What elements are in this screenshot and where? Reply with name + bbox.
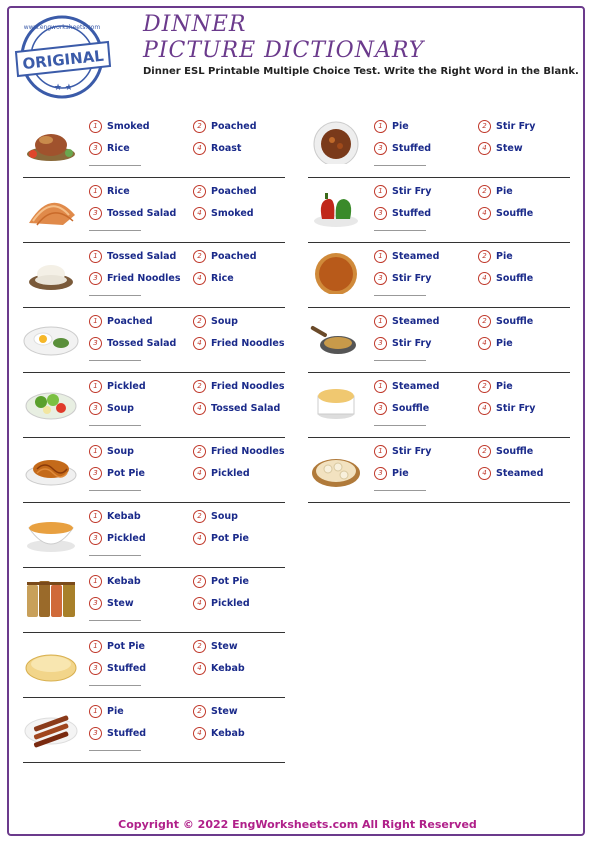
option-number: 4 xyxy=(478,467,491,480)
option-label: Pot Pie xyxy=(107,641,145,652)
answer-option xyxy=(89,510,141,523)
option-label: Fried Noodles xyxy=(211,338,285,349)
option-number: 2 xyxy=(193,315,206,328)
answer-option xyxy=(89,185,130,198)
option-label: Soup xyxy=(211,316,238,327)
answer-option xyxy=(89,597,134,610)
option-label: Smoked xyxy=(211,208,254,219)
option-label: Stew xyxy=(496,143,523,154)
svg-text:★ ★: ★ ★ xyxy=(54,83,73,93)
option-label: Pie xyxy=(496,186,513,197)
option-number: 2 xyxy=(478,250,491,263)
option-number: 1 xyxy=(89,705,102,718)
option-number: 2 xyxy=(193,575,206,588)
answer-option xyxy=(193,142,241,155)
option-label: Pie xyxy=(496,338,513,349)
option-number: 2 xyxy=(478,445,491,458)
pie-picture xyxy=(308,250,364,294)
option-label: Rice xyxy=(107,143,130,154)
option-number: 4 xyxy=(193,272,206,285)
option-number: 2 xyxy=(193,250,206,263)
answer-option xyxy=(193,510,238,523)
fried-noodles-picture xyxy=(23,445,79,489)
answer-option xyxy=(193,445,285,458)
option-number: 4 xyxy=(478,207,491,220)
option-label: Stew xyxy=(107,598,134,609)
option-number: 1 xyxy=(374,250,387,263)
answer-option xyxy=(193,272,234,285)
option-label: Stuffed xyxy=(107,728,147,739)
option-label: Soup xyxy=(107,403,134,414)
answer-blank[interactable] xyxy=(89,750,141,751)
option-label: Souffle xyxy=(496,316,534,327)
option-number: 3 xyxy=(89,402,102,415)
option-label: Rice xyxy=(107,186,130,197)
option-label: Soup xyxy=(107,446,134,457)
answer-option xyxy=(193,575,249,588)
option-label: Poached xyxy=(107,316,153,327)
question-item xyxy=(23,177,285,243)
option-number: 2 xyxy=(193,705,206,718)
option-label: Pie xyxy=(392,121,409,132)
option-label: Stuffed xyxy=(107,663,147,674)
question-item xyxy=(308,307,570,373)
answer-option xyxy=(478,380,513,393)
poached-egg-picture xyxy=(23,315,79,359)
answer-blank[interactable] xyxy=(89,490,141,491)
option-label: Souffle xyxy=(496,208,534,219)
option-label: Smoked xyxy=(107,121,150,132)
option-number: 1 xyxy=(89,510,102,523)
option-number: 1 xyxy=(89,120,102,133)
answer-option xyxy=(374,250,439,263)
option-label: Roast xyxy=(211,143,242,154)
answer-option xyxy=(193,467,250,480)
option-number: 4 xyxy=(193,402,206,415)
option-label: Pie xyxy=(496,251,513,262)
option-label: Souffle xyxy=(496,446,534,457)
option-number: 1 xyxy=(89,315,102,328)
title-line-1: DINNER xyxy=(143,12,247,37)
answer-option xyxy=(374,272,431,285)
option-label: Fried Noodles xyxy=(211,381,285,392)
answer-option xyxy=(89,380,146,393)
answer-blank[interactable] xyxy=(374,425,426,426)
option-number: 3 xyxy=(374,142,387,155)
copyright-footer: Copyright © 2022 EngWorksheets.com All Right Reserved xyxy=(118,818,477,831)
answer-option xyxy=(89,662,146,675)
answer-option xyxy=(193,380,285,393)
option-label: Soup xyxy=(211,511,238,522)
rice-bowl-picture xyxy=(23,250,79,294)
option-label: Fried Noodles xyxy=(211,446,285,457)
option-number: 1 xyxy=(89,640,102,653)
title-line-2: PICTURE DICTIONARY xyxy=(143,38,425,63)
question-item xyxy=(23,502,285,568)
answer-option xyxy=(374,337,431,350)
kebab-skewers-picture xyxy=(23,705,79,749)
answer-option xyxy=(374,120,409,133)
svg-text:www.engworksheets.com: www.engworksheets.com xyxy=(23,24,101,31)
answer-option xyxy=(478,337,513,350)
answer-option xyxy=(89,467,145,480)
answer-blank[interactable] xyxy=(89,620,141,621)
answer-option xyxy=(374,185,431,198)
answer-option xyxy=(193,120,257,133)
option-number: 2 xyxy=(478,380,491,393)
option-number: 2 xyxy=(478,185,491,198)
option-number: 4 xyxy=(193,532,206,545)
question-item xyxy=(23,632,285,698)
option-label: Tossed Salad xyxy=(107,338,177,349)
option-label: Pot Pie xyxy=(211,576,249,587)
answer-blank[interactable] xyxy=(89,295,141,296)
answer-option xyxy=(89,445,134,458)
answer-blank[interactable] xyxy=(374,490,426,491)
option-number: 1 xyxy=(374,445,387,458)
option-label: Pie xyxy=(392,468,409,479)
answer-option xyxy=(478,315,533,328)
option-number: 4 xyxy=(193,597,206,610)
question-item xyxy=(308,242,570,308)
answer-option xyxy=(193,727,245,740)
option-label: Stir Fry xyxy=(392,338,432,349)
answer-option xyxy=(89,532,146,545)
answer-option xyxy=(89,727,146,740)
question-item xyxy=(23,697,285,763)
option-label: Rice xyxy=(211,273,234,284)
option-number: 2 xyxy=(193,380,206,393)
option-label: Pot Pie xyxy=(211,533,249,544)
answer-option xyxy=(478,445,533,458)
option-number: 3 xyxy=(374,402,387,415)
question-item xyxy=(308,437,570,503)
answer-blank[interactable] xyxy=(89,165,141,166)
option-label: Fried Noodles xyxy=(107,273,181,284)
option-number: 2 xyxy=(478,315,491,328)
question-item xyxy=(23,112,285,178)
option-label: Tossed Salad xyxy=(107,208,177,219)
answer-option xyxy=(478,272,533,285)
answer-option xyxy=(89,640,145,653)
option-number: 3 xyxy=(89,597,102,610)
answer-option xyxy=(374,402,429,415)
option-label: Steamed xyxy=(496,468,544,479)
option-number: 1 xyxy=(89,250,102,263)
answer-option xyxy=(193,705,238,718)
option-number: 4 xyxy=(193,467,206,480)
option-number: 1 xyxy=(89,185,102,198)
answer-blank[interactable] xyxy=(89,230,141,231)
answer-blank[interactable] xyxy=(89,555,141,556)
answer-option xyxy=(374,315,439,328)
answer-option xyxy=(193,207,254,220)
answer-option xyxy=(374,467,409,480)
answer-option xyxy=(89,120,150,133)
option-number: 4 xyxy=(193,207,206,220)
option-label: Stew xyxy=(211,641,238,652)
answer-option xyxy=(478,185,513,198)
stew-bowl-picture xyxy=(308,120,364,164)
option-label: Poached xyxy=(211,121,257,132)
option-number: 1 xyxy=(374,315,387,328)
option-number: 1 xyxy=(89,445,102,458)
option-label: Tossed Salad xyxy=(107,251,177,262)
answer-option xyxy=(193,640,238,653)
option-number: 2 xyxy=(193,185,206,198)
option-number: 2 xyxy=(478,120,491,133)
question-item xyxy=(308,372,570,438)
option-label: Kebab xyxy=(211,728,245,739)
answer-option xyxy=(89,250,176,263)
answer-option xyxy=(89,575,141,588)
option-label: Steamed xyxy=(392,251,440,262)
option-number: 3 xyxy=(89,467,102,480)
option-label: Souffle xyxy=(392,403,430,414)
option-label: Stir Fry xyxy=(496,403,536,414)
option-label: Pot Pie xyxy=(107,468,145,479)
option-number: 3 xyxy=(89,272,102,285)
answer-option xyxy=(89,315,153,328)
question-item xyxy=(23,372,285,438)
option-number: 1 xyxy=(89,380,102,393)
question-item xyxy=(308,112,570,178)
answer-option xyxy=(193,402,280,415)
stuffed-peppers-picture xyxy=(308,185,364,229)
answer-blank[interactable] xyxy=(89,425,141,426)
smoked-salmon-picture xyxy=(23,185,79,229)
svg-text:ORIGINAL: ORIGINAL xyxy=(21,46,105,74)
option-label: Tossed Salad xyxy=(211,403,281,414)
option-label: Steamed xyxy=(392,316,440,327)
answer-blank[interactable] xyxy=(374,295,426,296)
option-label: Stew xyxy=(211,706,238,717)
option-number: 3 xyxy=(89,532,102,545)
answer-option xyxy=(478,250,513,263)
option-number: 4 xyxy=(193,662,206,675)
answer-option xyxy=(89,705,124,718)
option-label: Pickled xyxy=(107,381,146,392)
option-number: 4 xyxy=(478,337,491,350)
option-number: 3 xyxy=(89,207,102,220)
option-label: Pickled xyxy=(211,598,250,609)
answer-blank[interactable] xyxy=(89,360,141,361)
option-number: 1 xyxy=(374,380,387,393)
answer-option xyxy=(478,142,523,155)
answer-option xyxy=(89,207,176,220)
answer-blank[interactable] xyxy=(374,360,426,361)
answer-option xyxy=(193,662,245,675)
answer-option xyxy=(374,445,431,458)
question-item xyxy=(23,567,285,633)
option-label: Pickled xyxy=(107,533,146,544)
option-label: Poached xyxy=(211,251,257,262)
option-number: 4 xyxy=(193,142,206,155)
option-number: 3 xyxy=(374,337,387,350)
answer-blank[interactable] xyxy=(89,685,141,686)
answer-option xyxy=(478,207,533,220)
option-label: Poached xyxy=(211,186,257,197)
option-number: 3 xyxy=(374,272,387,285)
answer-option xyxy=(193,532,249,545)
answer-option xyxy=(89,337,176,350)
answer-blank[interactable] xyxy=(374,230,426,231)
answer-option xyxy=(193,597,250,610)
tossed-salad-picture xyxy=(23,380,79,424)
answer-option xyxy=(374,380,439,393)
option-number: 3 xyxy=(374,467,387,480)
answer-option xyxy=(89,272,181,285)
option-label: Pickled xyxy=(211,468,250,479)
question-item xyxy=(23,242,285,308)
question-item xyxy=(308,177,570,243)
question-item xyxy=(23,437,285,503)
stuffed-dish-picture xyxy=(23,640,79,684)
option-number: 1 xyxy=(89,575,102,588)
option-number: 1 xyxy=(374,185,387,198)
option-number: 3 xyxy=(89,727,102,740)
option-label: Stir Fry xyxy=(392,446,432,457)
souffle-picture xyxy=(308,380,364,424)
option-label: Stuffed xyxy=(392,143,432,154)
option-number: 3 xyxy=(89,142,102,155)
option-number: 4 xyxy=(478,142,491,155)
answer-option xyxy=(89,402,134,415)
roast-turkey-picture xyxy=(23,120,79,164)
option-number: 2 xyxy=(193,640,206,653)
soup-bowl-picture xyxy=(23,510,79,554)
answer-option xyxy=(478,120,535,133)
option-number: 1 xyxy=(374,120,387,133)
worksheet-instructions: Dinner ESL Printable Multiple Choice Test. Write the Right Word in the Blank. xyxy=(143,66,579,77)
option-number: 3 xyxy=(89,662,102,675)
answer-option xyxy=(478,467,543,480)
option-label: Kebab xyxy=(211,663,245,674)
option-label: Stir Fry xyxy=(496,121,536,132)
answer-option xyxy=(193,250,257,263)
option-label: Stir Fry xyxy=(392,273,432,284)
option-label: Stuffed xyxy=(392,208,432,219)
option-label: Souffle xyxy=(496,273,534,284)
option-label: Kebab xyxy=(107,576,141,587)
option-number: 4 xyxy=(193,337,206,350)
answer-option xyxy=(478,402,535,415)
stir-fry-pan-picture xyxy=(308,315,364,359)
answer-blank[interactable] xyxy=(374,165,426,166)
option-number: 3 xyxy=(89,337,102,350)
answer-option xyxy=(374,142,431,155)
option-label: Kebab xyxy=(107,511,141,522)
pickled-jars-picture xyxy=(23,575,79,619)
steamed-dumplings-picture xyxy=(308,445,364,489)
option-number: 2 xyxy=(193,510,206,523)
option-number: 4 xyxy=(478,402,491,415)
option-number: 2 xyxy=(193,445,206,458)
option-number: 4 xyxy=(478,272,491,285)
answer-option xyxy=(193,337,285,350)
option-label: Pie xyxy=(496,381,513,392)
option-label: Pie xyxy=(107,706,124,717)
question-item xyxy=(23,307,285,373)
option-number: 3 xyxy=(374,207,387,220)
answer-option xyxy=(193,185,257,198)
option-number: 2 xyxy=(193,120,206,133)
answer-option xyxy=(89,142,130,155)
option-number: 4 xyxy=(193,727,206,740)
option-label: Stir Fry xyxy=(392,186,432,197)
option-label: Steamed xyxy=(392,381,440,392)
original-stamp-logo xyxy=(12,12,112,102)
answer-option xyxy=(193,315,238,328)
answer-option xyxy=(374,207,431,220)
